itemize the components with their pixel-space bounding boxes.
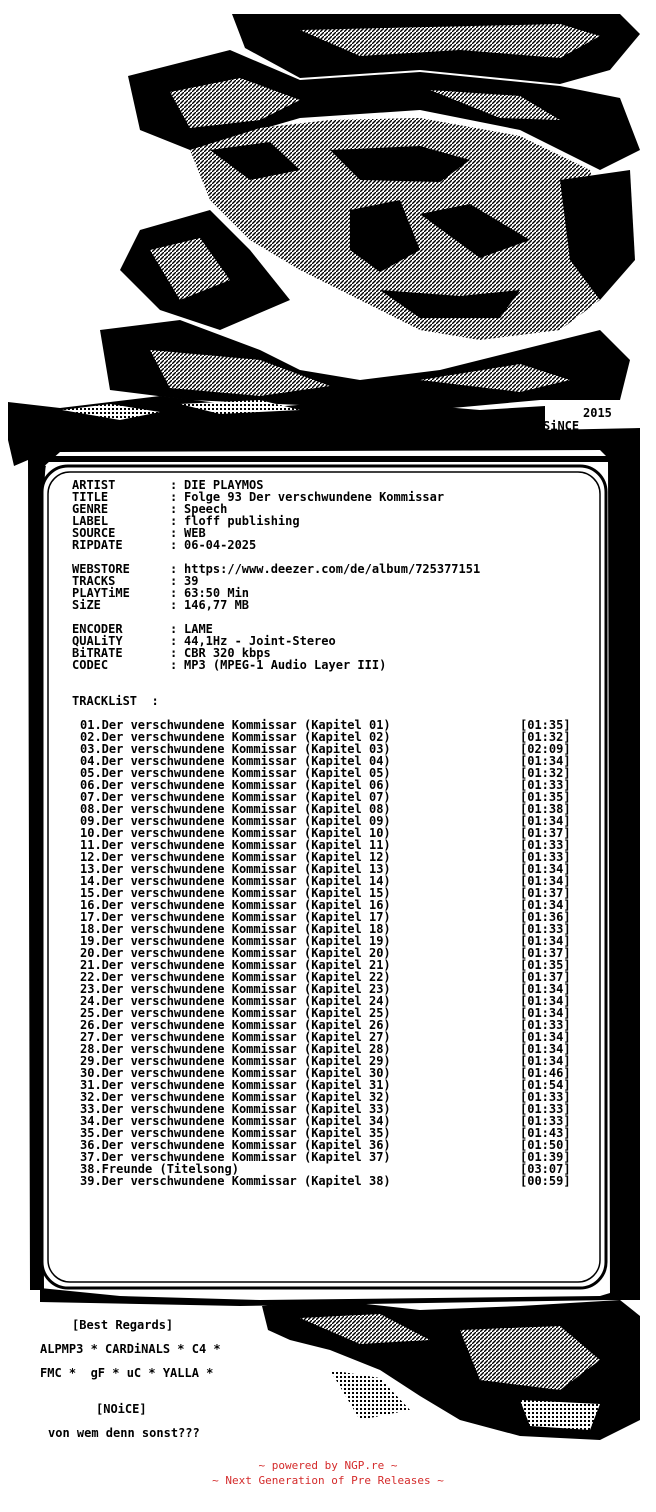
track-duration: [01:33] — [520, 778, 571, 792]
track-duration: [01:38] — [520, 802, 571, 816]
info-value: 63:50 Min — [184, 586, 250, 600]
track-title: 20.Der verschwundene Kommissar (Kapitel 20) — [80, 946, 391, 960]
track-duration: [03:07] — [520, 1162, 571, 1176]
track-title: 02.Der verschwundene Kommissar (Kapitel 02) — [80, 730, 391, 744]
webstore-link[interactable]: https://www.deezer.com/de/album/725377151 — [184, 562, 481, 576]
track-title: 07.Der verschwundene Kommissar (Kapitel 07) — [80, 790, 391, 804]
track-title: 31.Der verschwundene Kommissar (Kapitel 31) — [80, 1078, 391, 1092]
track-title: 39.Der verschwundene Kommissar (Kapitel 38) — [80, 1174, 391, 1188]
track-title: 16.Der verschwundene Kommissar (Kapitel 16) — [80, 898, 391, 912]
info-value: LAME — [184, 622, 213, 636]
track-duration: [01:34] — [520, 1006, 571, 1020]
tracklist — [80, 719, 580, 1187]
track-duration: [01:33] — [520, 922, 571, 936]
track-duration: [01:37] — [520, 946, 571, 960]
track-duration: [01:39] — [520, 1150, 571, 1164]
info-value: Speech — [184, 502, 228, 516]
track-title: 19.Der verschwundene Kommissar (Kapitel 19) — [80, 934, 391, 948]
info-value: MP3 (MPEG-1 Audio Layer III) — [184, 658, 387, 672]
info-sep: : — [170, 646, 178, 660]
track-duration: [01:33] — [520, 1090, 571, 1104]
track-title: 28.Der verschwundene Kommissar (Kapitel 28) — [80, 1042, 391, 1056]
track-duration: [01:46] — [520, 1066, 571, 1080]
track-title: 17.Der verschwundene Kommissar (Kapitel 17) — [80, 910, 391, 924]
info-sep: : — [170, 586, 178, 600]
track-duration: [01:35] — [520, 790, 571, 804]
track-title: 10.Der verschwundene Kommissar (Kapitel 10) — [80, 826, 391, 840]
track-title: 21.Der verschwundene Kommissar (Kapitel 21) — [80, 958, 391, 972]
track-duration: [01:32] — [520, 730, 571, 744]
release-info — [72, 478, 481, 708]
track-duration: [01:34] — [520, 898, 571, 912]
track-title: 33.Der verschwundene Kommissar (Kapitel 33) — [80, 1102, 391, 1116]
track-duration: [01:33] — [520, 838, 571, 852]
info-sep: : — [170, 622, 178, 636]
info-sep: : — [170, 658, 178, 672]
info-key: PLAYTiME — [72, 586, 130, 600]
info-row-title — [72, 491, 444, 503]
track-duration: [01:34] — [520, 1054, 571, 1068]
track-duration: [01:34] — [520, 754, 571, 768]
info-sep: : — [170, 634, 178, 648]
info-key: TITLE — [72, 490, 109, 504]
track-row — [80, 1175, 580, 1187]
track-duration: [01:34] — [520, 874, 571, 888]
info-row-size — [72, 599, 249, 611]
info-value: CBR 320 kbps — [184, 646, 271, 660]
track-title: 13.Der verschwundene Kommissar (Kapitel 13) — [80, 862, 391, 876]
track-duration: [01:35] — [520, 718, 571, 732]
track-duration: [01:37] — [520, 886, 571, 900]
info-sep: : — [170, 514, 178, 528]
track-duration: [00:59] — [520, 1174, 571, 1188]
info-value: floff publishing — [184, 514, 300, 528]
track-title: 24.Der verschwundene Kommissar (Kapitel 24) — [80, 994, 391, 1008]
since-year: 2015 — [583, 406, 612, 420]
track-title: 26.Der verschwundene Kommissar (Kapitel 26) — [80, 1018, 391, 1032]
noice-label: [NOiCE] — [96, 1402, 147, 1416]
info-value: WEB — [184, 526, 206, 540]
info-value: 39 — [184, 574, 199, 588]
track-duration: [01:34] — [520, 862, 571, 876]
track-title: 18.Der verschwundene Kommissar (Kapitel 18) — [80, 922, 391, 936]
info-key: SiZE — [72, 598, 101, 612]
info-sep: : — [170, 526, 178, 540]
groups-line-2: FMC * gF * uC * YALLA * — [40, 1366, 214, 1380]
track-title: 11.Der verschwundene Kommissar (Kapitel 11) — [80, 838, 391, 852]
best-regards: [Best Regards] — [72, 1318, 174, 1332]
track-duration: [01:34] — [520, 982, 571, 996]
track-duration: [01:32] — [520, 766, 571, 780]
info-sep: : — [170, 478, 178, 492]
track-title: 05.Der verschwundene Kommissar (Kapitel 05) — [80, 766, 391, 780]
track-duration: [01:37] — [520, 970, 571, 984]
info-key: GENRE — [72, 502, 109, 516]
track-title: 29.Der verschwundene Kommissar (Kapitel 29) — [80, 1054, 391, 1068]
track-title: 32.Der verschwundene Kommissar (Kapitel 32) — [80, 1090, 391, 1104]
info-sep: : — [170, 490, 178, 504]
track-duration: [01:37] — [520, 826, 571, 840]
tagline: von wem denn sonst??? — [48, 1426, 200, 1440]
track-duration: [01:54] — [520, 1078, 571, 1092]
info-key: QUALiTY — [72, 634, 123, 648]
tracklist-heading: TRACKLiST : — [72, 694, 159, 708]
track-title: 03.Der verschwundene Kommissar (Kapitel 03) — [80, 742, 391, 756]
info-key: SOURCE — [72, 526, 116, 540]
info-key: ARTIST — [72, 478, 116, 492]
ngp-slogan: ~ Next Generation of Pre Releases ~ — [212, 1474, 444, 1487]
track-duration: [01:35] — [520, 958, 571, 972]
info-row-ripdate — [72, 539, 256, 551]
track-title: 37.Der verschwundene Kommissar (Kapitel 37) — [80, 1150, 391, 1164]
powered-by-link[interactable]: ~ powered by NGP.re ~ — [258, 1459, 398, 1472]
info-sep: : — [170, 502, 178, 516]
track-duration: [01:34] — [520, 1030, 571, 1044]
track-duration: [01:33] — [520, 1018, 571, 1032]
track-title: 27.Der verschwundene Kommissar (Kapitel 27) — [80, 1030, 391, 1044]
bottom-art — [262, 1300, 640, 1440]
info-value: DIE PLAYMOS — [184, 478, 264, 492]
info-value: Folge 93 Der verschwundene Kommissar — [184, 490, 445, 504]
track-duration: [01:33] — [520, 1114, 571, 1128]
track-title: 01.Der verschwundene Kommissar (Kapitel 01) — [80, 718, 391, 732]
track-duration: [01:34] — [520, 934, 571, 948]
groups-line-1: ALPMP3 * CARDiNALS * C4 * — [40, 1342, 221, 1356]
track-title: 12.Der verschwundene Kommissar (Kapitel 12) — [80, 850, 391, 864]
track-title: 04.Der verschwundene Kommissar (Kapitel 04) — [80, 754, 391, 768]
track-title: 09.Der verschwundene Kommissar (Kapitel 09) — [80, 814, 391, 828]
track-title: 15.Der verschwundene Kommissar (Kapitel 15) — [80, 886, 391, 900]
track-duration: [01:36] — [520, 910, 571, 924]
track-title: 06.Der verschwundene Kommissar (Kapitel 06) — [80, 778, 391, 792]
info-sep: : — [170, 538, 178, 552]
info-sep: : — [170, 562, 178, 576]
track-title: 22.Der verschwundene Kommissar (Kapitel 22) — [80, 970, 391, 984]
track-duration: [01:50] — [520, 1138, 571, 1152]
track-title: 36.Der verschwundene Kommissar (Kapitel 36) — [80, 1138, 391, 1152]
track-title: 35.Der verschwundene Kommissar (Kapitel 35) — [80, 1126, 391, 1140]
info-key: ENCODER — [72, 622, 123, 636]
info-value: 146,77 MB — [184, 598, 250, 612]
info-sep: : — [170, 598, 178, 612]
track-duration: [01:34] — [520, 994, 571, 1008]
info-value: 44,1Hz - Joint-Stereo — [184, 634, 336, 648]
info-key: BiTRATE — [72, 646, 123, 660]
info-key: CODEC — [72, 658, 109, 672]
info-key: LABEL — [72, 514, 109, 528]
track-title: 38.Freunde (Titelsong) — [80, 1162, 239, 1176]
info-sep: : — [170, 574, 178, 588]
info-key: RIPDATE — [72, 538, 123, 552]
info-key: TRACKS — [72, 574, 116, 588]
info-row-codec — [72, 659, 386, 671]
track-duration: [01:43] — [520, 1126, 571, 1140]
track-title: 23.Der verschwundene Kommissar (Kapitel 23) — [80, 982, 391, 996]
track-duration: [02:09] — [520, 742, 571, 756]
track-duration: [01:33] — [520, 1102, 571, 1116]
track-title: 30.Der verschwundene Kommissar (Kapitel 30) — [80, 1066, 391, 1080]
track-duration: [01:34] — [520, 1042, 571, 1056]
track-duration: [01:33] — [520, 850, 571, 864]
track-title: 25.Der verschwundene Kommissar (Kapitel 25) — [80, 1006, 391, 1020]
since-label: SiNCE — [543, 419, 580, 433]
portrait-art — [100, 14, 640, 410]
track-title: 08.Der verschwundene Kommissar (Kapitel 08) — [80, 802, 391, 816]
track-duration: [01:34] — [520, 814, 571, 828]
info-key: WEBSTORE — [72, 562, 130, 576]
info-row-webstore — [72, 563, 480, 575]
info-value: 06-04-2025 — [184, 538, 257, 552]
track-title: 34.Der verschwundene Kommissar (Kapitel 34) — [80, 1114, 391, 1128]
track-title: 14.Der verschwundene Kommissar (Kapitel 14) — [80, 874, 391, 888]
